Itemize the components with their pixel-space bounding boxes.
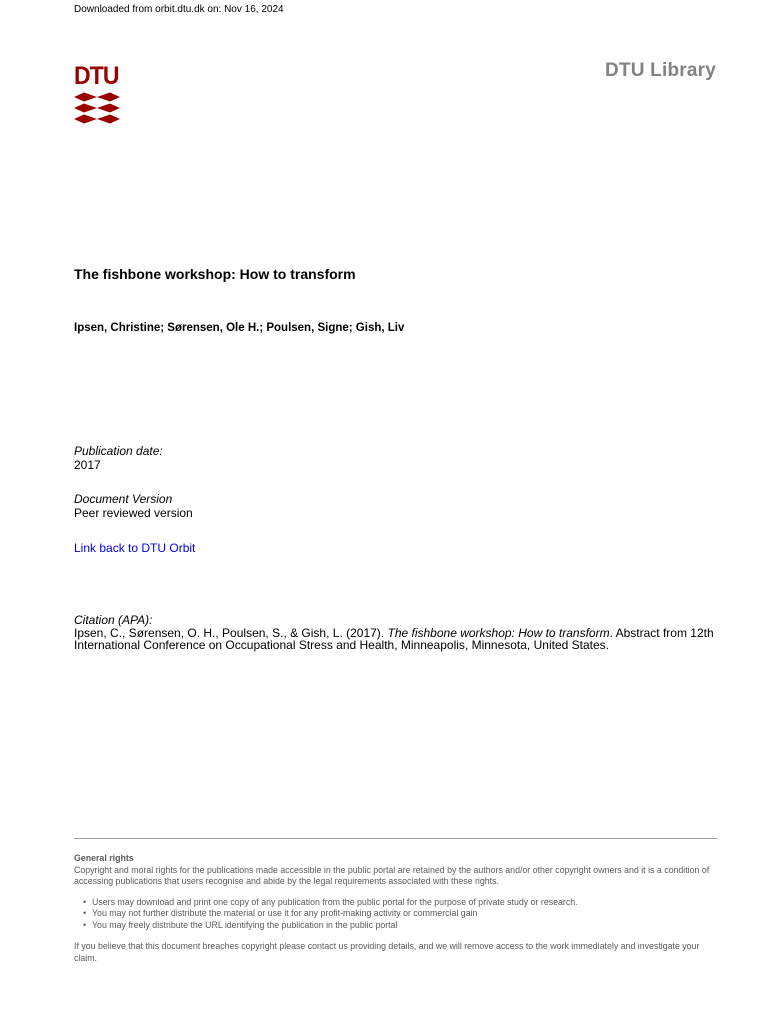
document-version: Peer reviewed version [74, 506, 193, 520]
download-note: Downloaded from orbit.dtu.dk on: Nov 16, 2024 [74, 4, 284, 15]
dtu-orbit-link[interactable]: Link back to DTU Orbit [74, 541, 196, 555]
dtu-logo-text: DTU [74, 62, 119, 90]
rights-intro: Copyright and moral rights for the publications made accessible in the public portal are retained by the authors and/or other copyright owners and it is a condition of accessing publications that users recognise and abide by the legal requirements associated with these rights. [74, 864, 710, 886]
citation-text [74, 627, 724, 652]
document-title: The fishbone workshop: How to transform [74, 266, 356, 282]
dtu-logo [74, 64, 120, 126]
publication-date-label: Publication date: [74, 444, 163, 458]
publication-date-block [74, 444, 163, 472]
dtu-library-logo: DTU Library [605, 60, 716, 81]
rights-heading: General rights [74, 853, 134, 863]
document-version-label: Document Version [74, 492, 173, 506]
rights-bullet: • You may not further distribute the material or use it for any profit-making activity or commercial gain [92, 908, 724, 920]
citation-suffix: . Abstract from 12th International Conference on Occupational Stress and Health, Minneapolis, Minnesota, United States. [74, 625, 714, 652]
rights-bullet: • Users may download and print one copy of any publication from the public portal for the purpose of private study or research. [92, 897, 724, 909]
document-version-block [74, 492, 193, 520]
citation-label: Citation (APA): [74, 613, 153, 627]
rights-bullet: • You may freely distribute the URL identifying the publication in the public portal [92, 920, 724, 932]
general-rights [74, 853, 724, 964]
citation-title: The fishbone workshop: How to transform [387, 625, 610, 640]
rights-footer: If you believe that this document breaches copyright please contact us providing details, and we will remove access to the work immediately and investigate your claim. [74, 941, 700, 963]
citation-prefix: Ipsen, C., Sørensen, O. H., Poulsen, S., & Gish, L. (2017). [74, 625, 388, 640]
publication-date: 2017 [74, 458, 101, 472]
dtu-logo-mark [74, 64, 120, 126]
citation-block [74, 614, 724, 652]
authors: Ipsen, Christine; Sørensen, Ole H.; Poulsen, Signe; Gish, Liv [74, 322, 405, 334]
rights-list [74, 897, 724, 932]
divider [74, 838, 717, 839]
